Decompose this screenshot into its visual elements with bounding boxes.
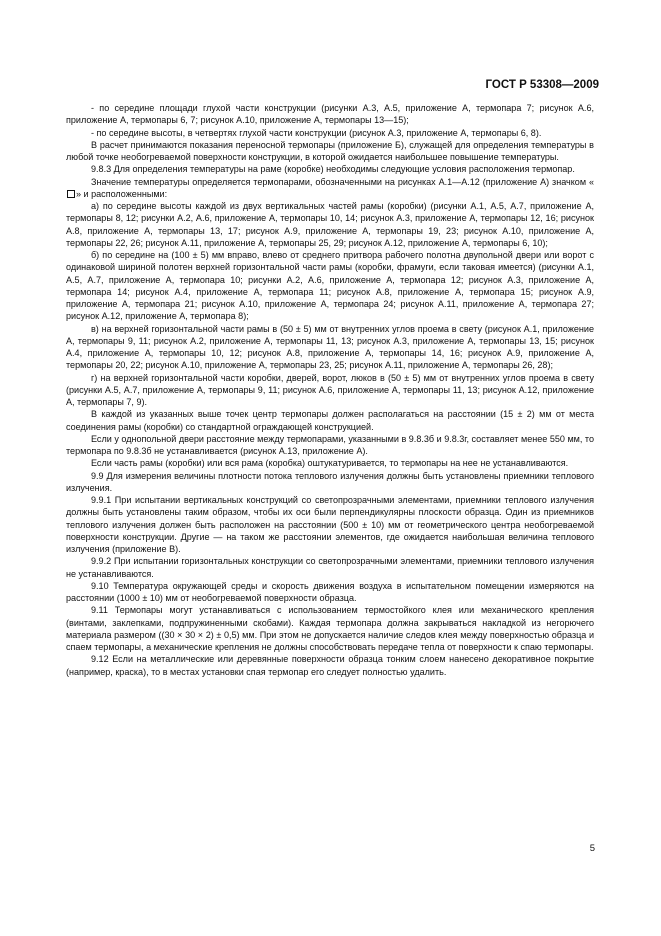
paragraph: 9.9.2 При испытании горизонтальных конструкции со светопрозрачными элементами, приемники теплового излучения не устанавливаются. (66, 556, 594, 579)
paragraph: Если часть рамы (коробки) или вся рама (коробка) оштукатуривается, то термопары на нее не устанавливаются. (91, 458, 569, 469)
paragraph: 9.9.1 При испытании вертикальных конструкций со светопрозрачными элементами, приемники теплового излучения должны быть установлены таким образом, чтобы их оси были перпендикулярны плоскости образца. Один из приемников теплового излучения должен быть расположен на расстоянии (500 ± 10) мм от геометрического центра необогреваемой поверхности конструкции. Другие — на таком же расстоянии элементов, где ожидается наибольшая величина теплового излучения (приложение В). (66, 495, 594, 554)
paragraph: 9.10 Температура окружающей среды и скорость движения воздуха в испытательном помещении измеряются на расстоянии (1000 ± 10) мм от необогреваемой поверхности образца. (66, 580, 594, 603)
paragraph: б) по середине на (100 ± 5) мм вправо, влево от среднего притвора рабочего полотна двупольной двери или ворот с одинаковой шириной полотен верхней горизонтальной части рамы (коробки, фрамуги, если таковая имеется) (рисунки А.1, А.5, А.7, приложение А, термопара 10; рисунки А.2, А.6, приложение А, термопара 12; рисунок А.3, приложение А, термопара 14; рисунок А.4, приложение А, термопара 11; рисунок А.8, приложение А, термопара 15; рисунок А.9, приложение А, термопара 21; рисунок А.10, приложение А, термопара 24; рисунок А.11, приложение А, термопара 27; рисунок А.12, приложение А, термопара 8); (66, 250, 594, 322)
paragraph: 9.8.3 Для определения температуры на раме (коробке) необходимы следующие условия расположения термопар. (91, 164, 575, 175)
paragraph: 9.12 Если на металлические или деревянные поверхности образца тонким слоем нанесено декоративное покрытие (например, краска), то в местах установки спая термопар его следует полностью удалить. (66, 654, 594, 677)
page-number: 5 (589, 843, 595, 854)
thermocouple-marker-square-icon (67, 190, 75, 198)
paragraph: - по середине высоты, в четвертях глухой части конструкции (рисунок А.3, приложение А, термопары 6, 8). (91, 127, 542, 138)
document-header: ГОСТ Р 53308—2009 (485, 79, 599, 91)
paragraph: г) на верхней горизонтальной части коробки, дверей, ворот, люков в (50 ± 5) мм от внутренних углов проема в свету (рисунки А.5, А.7, приложение А, термопары 9, 11; рисунок А.6, приложение А, термопары 11, 13; рисунок А.12, приложение А, термопары 7, 9). (66, 372, 594, 407)
paragraph (66, 176, 594, 201)
paragraph: в) на верхней горизонтальной части рамы в (50 ± 5) мм от внутренних углов проема в свету (рисунок А.1, приложение А, термопары 9, 11; рисунок А.2, приложение А, термопары 11, 13; рисунок А.3, приложение А, термопары 13, 15; рисунок А.4, приложение А, термопары 10, 12; рисунок А.8, приложение А, термопары 14, 16; рисунок А.9, приложение А, термопары 20, 22; рисунок А.10, приложение А, термопары 23, 25; рисунок А.11, приложение А, термопары 26, 28); (66, 323, 594, 371)
paragraph: а) по середине высоты каждой из двух вертикальных частей рамы (коробки) (рисунки А.1, А.5, А.7, приложение А, термопары 8, 12; рисунки А.2, А.6, приложение А, термопары 10, 14; рисунок А.3, приложение А, термопары 12, 16; рисунок А.8, приложение А, термопары 13, 17; рисунок А.9, приложение А, термопары 19, 23; рисунок А.10, приложение А, термопары 22, 26; рисунок А.11, приложение А, термопары 25, 29; рисунок А.12, приложение А, термопары 6, 10); (66, 201, 594, 248)
paragraph: В расчет принимаются показания переносной термопары (приложение Б), служащей для определения температуры в любой точке необогреваемой поверхности конструкции, в которой ожидается наибольшее повышение температуры. (66, 139, 594, 162)
paragraph: - по середине площади глухой части конструкции (рисунки А.3, А.5, приложение А, термопара 7; рисунок А.6, приложение А, термопары 6, 7; рисунок А.10, приложение А, термопары 13—15); (66, 103, 594, 126)
paragraph: В каждой из указанных выше точек центр термопары должен располагаться на расстоянии (15 ± 2) мм от места соединения рамы (коробки) со стандартной ограждающей конструкцией. (66, 409, 594, 432)
paragraph-part: » и расположенными: (76, 188, 168, 199)
body-text (66, 102, 594, 678)
paragraph-part: Значение температуры определяется термопарами, обозначенными на рисунках А.1—А.12 (приложение А) значком « (91, 176, 594, 187)
paragraph: Если у однопольной двери расстояние между термопарами, указанными в 9.8.3б и 9.8.3г, составляет менее 550 мм, то термопара по 9.8.3б не устанавливается (рисунок А.13, приложение А). (66, 433, 594, 456)
paragraph: 9.9 Для измерения величины плотности потока теплового излучения должны быть установлены приемники теплового излучения. (66, 470, 594, 493)
paragraph: 9.11 Термопары могут устанавливаться с использованием термостойкого клея или механического крепления (винтами, заклепками, подпружиненными скобами). Каждая термопара должна закрываться накладкой из негорючего материала размером ((30 × 30 × 2) ± 0,5) мм. При этом не допускается наличие следов клея между поверхностью образца и спаем термопары, а механические крепления не должны способствовать передаче тепла от поверхности к спаю термопары. (66, 605, 594, 652)
